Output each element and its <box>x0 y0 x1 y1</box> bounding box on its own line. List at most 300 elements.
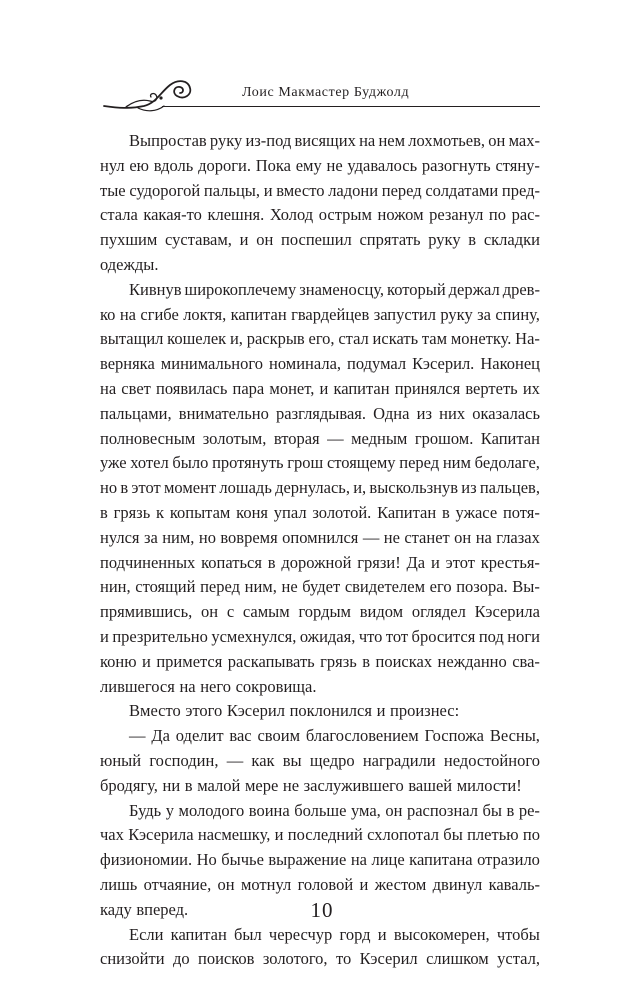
word: каду <box>100 899 132 919</box>
word: из-под <box>245 131 292 150</box>
word: коню <box>100 651 137 671</box>
word: глазах <box>496 527 540 547</box>
word: широкоплечему <box>184 279 297 299</box>
word: грош <box>287 453 324 473</box>
word: вы <box>282 750 302 770</box>
word: Будь <box>129 800 162 820</box>
word: не <box>383 527 400 547</box>
text-line <box>100 650 540 675</box>
word: нежданно <box>437 651 507 671</box>
word: высокомерен, <box>393 924 490 944</box>
word: грязь <box>320 651 357 671</box>
word: плетью <box>467 825 519 845</box>
word: в <box>506 800 515 820</box>
text-line <box>100 203 540 228</box>
word: последний <box>287 825 363 845</box>
word: он <box>217 874 235 894</box>
word: насмешку, <box>197 825 271 845</box>
word: не <box>281 577 298 597</box>
word: и <box>359 874 369 894</box>
word: внимательно <box>178 403 269 423</box>
word: перед <box>381 180 422 200</box>
word: он <box>385 800 403 820</box>
word: видом <box>359 602 404 622</box>
word: Кэсерил <box>226 701 285 721</box>
word: поисках <box>375 651 433 671</box>
word: на <box>100 378 117 398</box>
word: из <box>416 403 432 423</box>
word: дернулась, <box>275 478 350 498</box>
text-line <box>100 476 540 501</box>
word: поклонился <box>289 701 372 721</box>
word: нул <box>100 155 125 175</box>
word: в <box>184 775 193 795</box>
word: был <box>233 924 262 944</box>
word: рас- <box>511 205 540 225</box>
word: капитан <box>333 378 390 398</box>
word: грошом. <box>414 428 474 448</box>
word: и <box>274 825 284 845</box>
word: руку <box>209 131 243 150</box>
text-line <box>100 749 540 774</box>
word: и <box>239 230 249 250</box>
word: отчаяние, <box>143 874 212 894</box>
word: больше <box>294 800 347 820</box>
word: монет, <box>269 378 315 398</box>
word: упал <box>273 502 307 522</box>
word: милости! <box>456 775 522 795</box>
word: поспешил <box>281 230 352 250</box>
word: Кэсерила <box>474 602 540 622</box>
word: принялся <box>394 378 461 398</box>
word: стяну- <box>495 155 540 175</box>
text-line <box>100 575 540 600</box>
word: прямившись, <box>100 602 193 622</box>
word: под <box>478 626 504 646</box>
word: в <box>468 230 477 250</box>
word: одежды. <box>100 254 159 274</box>
word: клешня. <box>207 205 265 225</box>
word: Кэсерил. <box>412 354 475 374</box>
word: на <box>359 131 376 150</box>
text-line <box>100 699 540 724</box>
word: нулся <box>100 527 140 547</box>
word: оделит <box>175 726 224 746</box>
word: воина <box>248 800 290 820</box>
word: своим <box>257 726 301 746</box>
word: лившегося <box>100 676 175 696</box>
word: ожидая, <box>299 626 356 646</box>
word: за <box>477 304 491 324</box>
word: них <box>439 403 466 423</box>
word: номинала, <box>269 354 342 374</box>
word: и <box>263 180 273 200</box>
word: этот <box>445 552 475 572</box>
text-line <box>100 675 540 700</box>
word: вас <box>229 726 252 746</box>
word: физиономии. <box>100 850 193 870</box>
word: золотого, <box>262 949 328 969</box>
word: подумал <box>347 354 407 374</box>
word: Да <box>151 726 170 746</box>
word: нин, <box>100 577 131 597</box>
word: примется <box>156 651 223 671</box>
word: золотой. <box>312 502 372 522</box>
word: копытам <box>169 502 231 522</box>
word: в <box>120 478 129 498</box>
word: он <box>256 230 274 250</box>
running-header-title: Лоис Макмастер Буджолд <box>242 85 410 100</box>
word: ума, <box>350 800 381 820</box>
word: ужасе <box>455 502 498 522</box>
word: малой <box>197 775 241 795</box>
word: лохмотьев, <box>408 131 486 150</box>
word: головой <box>297 874 354 894</box>
word: протянуть <box>212 453 284 473</box>
word: пара <box>232 378 265 398</box>
word: — <box>362 527 380 547</box>
word: ножом <box>377 205 424 225</box>
word: недостойного <box>443 750 540 770</box>
word: у <box>165 800 174 820</box>
word: судорогой <box>129 180 201 200</box>
word: его <box>429 577 452 597</box>
word: будет <box>302 577 341 597</box>
word: стал <box>338 329 369 349</box>
text-line <box>100 848 540 873</box>
text-line <box>100 402 540 427</box>
word: на <box>350 850 367 870</box>
word: мотнул <box>240 874 292 894</box>
text-line <box>100 154 540 179</box>
word: перед <box>200 577 240 597</box>
word: гордым <box>298 602 351 622</box>
word: острым <box>318 205 372 225</box>
word: лишь <box>100 874 138 894</box>
word: полновесным <box>100 428 196 448</box>
word: наградили <box>362 750 436 770</box>
text-line <box>100 799 540 824</box>
word: благословением <box>305 726 419 746</box>
word: пред- <box>501 180 540 200</box>
word: Госпожа <box>424 726 484 746</box>
word: этот <box>131 478 161 498</box>
word: произнес: <box>390 701 460 721</box>
word: искать <box>372 329 419 349</box>
word: пальцев, <box>479 478 540 498</box>
word: раскапывать <box>227 651 315 671</box>
word: и, <box>229 329 243 349</box>
word: и <box>142 651 151 671</box>
word: на <box>119 304 136 324</box>
word: ре- <box>518 800 540 820</box>
word: Кэсерила <box>128 825 194 845</box>
text-line <box>100 923 540 948</box>
word: оказалась <box>472 403 540 423</box>
word: выражение <box>268 850 347 870</box>
word: не <box>326 155 343 175</box>
word: ним <box>442 453 471 473</box>
word: Кивнув <box>129 279 182 299</box>
word: он <box>454 527 472 547</box>
text-line <box>100 352 540 377</box>
text-line <box>100 451 540 476</box>
word: что <box>358 626 383 646</box>
word: дорожной <box>281 552 352 572</box>
word: капитана <box>409 850 473 870</box>
word: капитан <box>170 924 227 944</box>
word: распознал <box>406 800 478 820</box>
word: бросится <box>411 626 476 646</box>
flourish-ornament-icon <box>100 68 200 118</box>
word: горд <box>339 924 371 944</box>
word: бычье <box>221 850 264 870</box>
word: ею <box>129 155 149 175</box>
word: момент <box>163 478 217 498</box>
word: до <box>172 949 190 969</box>
word: самым <box>242 602 290 622</box>
word: юный <box>100 750 142 770</box>
word: золотым, <box>202 428 267 448</box>
word: хотел <box>130 453 169 473</box>
word: ноги <box>507 626 540 646</box>
word: но <box>198 527 216 547</box>
word: выскользнув <box>369 478 458 498</box>
word: солдатами <box>425 180 499 200</box>
word: презрительно <box>112 626 208 646</box>
word: тот <box>385 626 409 646</box>
word: бродягу, <box>100 775 158 795</box>
word: там <box>421 329 448 349</box>
word: коня <box>236 502 268 522</box>
word: и <box>319 378 329 398</box>
word: Вместо <box>129 701 181 721</box>
word: появилась <box>156 378 228 398</box>
word: устал, <box>497 949 540 969</box>
word: усмехнулся, <box>211 626 297 646</box>
word: господин, <box>149 750 219 770</box>
word: с <box>226 602 235 622</box>
word: уже <box>100 453 127 473</box>
word: в <box>100 502 108 522</box>
word: раскрыв <box>246 329 305 349</box>
word: потя- <box>502 502 540 522</box>
word: Кэсерил <box>359 949 418 969</box>
word: Наконец <box>480 354 540 374</box>
word: сгибе <box>140 304 179 324</box>
word: и <box>377 924 387 944</box>
word: вертеть <box>465 378 518 398</box>
word: Да <box>406 552 426 572</box>
word: грязь <box>113 502 151 522</box>
word: вместо <box>276 180 325 200</box>
word: из <box>461 478 477 498</box>
word: Капитан <box>377 502 437 522</box>
word: было <box>172 453 209 473</box>
word: заслужившего <box>303 775 404 795</box>
text-line <box>100 278 540 303</box>
word: пальцы, <box>203 180 261 200</box>
word: разогнуть <box>421 155 491 175</box>
word: позора. <box>456 577 508 597</box>
word: он <box>200 602 219 622</box>
word: знаменосцу, <box>299 279 385 299</box>
word: отразило <box>477 850 540 870</box>
word: мах- <box>508 131 540 150</box>
word: за <box>143 527 158 547</box>
word: его, <box>308 329 335 349</box>
word: станет <box>404 527 450 547</box>
word: бы <box>443 825 463 845</box>
word: чересчур <box>268 924 333 944</box>
word: на <box>179 676 196 696</box>
text-line <box>100 551 540 576</box>
word: вперед. <box>136 899 189 919</box>
word: древ- <box>502 279 540 299</box>
word: ладони <box>328 180 379 200</box>
word: — <box>327 428 344 448</box>
word: ни <box>162 775 181 795</box>
word: сва- <box>512 651 540 671</box>
word: вашей <box>408 775 453 795</box>
word: и <box>376 701 386 721</box>
word: Капитан <box>480 428 540 448</box>
word: руку <box>440 304 473 324</box>
word: по <box>522 825 540 845</box>
word: свидетелем <box>344 577 426 597</box>
word: мере <box>244 775 279 795</box>
word: щедро <box>309 750 355 770</box>
text-line <box>100 600 540 625</box>
word: снизойти <box>100 949 165 969</box>
word: кошелек <box>167 329 227 349</box>
word: бедолаге, <box>474 453 540 473</box>
text-line <box>100 501 540 526</box>
text-line <box>100 774 540 799</box>
word: спрятать <box>359 230 421 250</box>
word: медным <box>351 428 408 448</box>
word: вовремя <box>220 527 278 547</box>
text-line <box>100 526 540 551</box>
word: спину, <box>495 304 540 324</box>
word: лице <box>371 850 405 870</box>
text-line <box>100 129 540 154</box>
word: копаться <box>201 552 262 572</box>
word: по <box>488 205 507 225</box>
word: нем <box>378 131 406 150</box>
text-line <box>100 228 540 253</box>
word: на <box>475 527 492 547</box>
word: минимального <box>160 354 263 374</box>
word: гвардейцев <box>291 304 370 324</box>
word: капитан <box>230 304 287 324</box>
text-line <box>100 625 540 650</box>
word: к <box>156 502 165 522</box>
text-line <box>100 327 540 352</box>
word: в <box>441 502 450 522</box>
word: этого <box>185 701 223 721</box>
text-line <box>100 253 540 278</box>
word: пальцами, <box>100 403 172 423</box>
word: грязи! <box>357 552 401 572</box>
word: и, <box>353 478 367 498</box>
word: чтобы <box>496 924 540 944</box>
word: чах <box>100 825 124 845</box>
text-line <box>100 303 540 328</box>
word: держал <box>448 279 500 299</box>
word: крестья- <box>480 552 540 572</box>
word: который <box>387 279 446 299</box>
text-line <box>100 724 540 749</box>
word: жестом <box>374 874 427 894</box>
word: то <box>335 949 352 969</box>
word: локтя, <box>183 304 227 324</box>
word: поисков <box>198 949 255 969</box>
word: дороги. <box>198 155 251 175</box>
word: складки <box>483 230 540 250</box>
word: Холод <box>269 205 314 225</box>
page-number: 10 <box>310 898 334 922</box>
word: лошадь <box>219 478 272 498</box>
word: монетку. <box>450 329 512 349</box>
word: Но <box>196 850 217 870</box>
word: ко <box>100 304 116 324</box>
word: Одна <box>373 403 410 423</box>
word: слишком <box>426 949 489 969</box>
word: пухшим <box>100 230 158 250</box>
text-line <box>100 427 540 452</box>
word: вторая <box>273 428 320 448</box>
word: и <box>100 626 109 646</box>
word: вытащил <box>100 329 164 349</box>
word: него <box>200 676 231 696</box>
word: тые <box>100 180 126 200</box>
word: двинул <box>432 874 483 894</box>
word: их <box>522 378 540 398</box>
text-line <box>100 179 540 204</box>
word: Выпростав <box>129 131 207 150</box>
word: Весны, <box>489 726 540 746</box>
text-line <box>100 377 540 402</box>
word: руку <box>428 230 461 250</box>
text-line <box>100 947 540 972</box>
word: висящих <box>294 131 356 150</box>
word: каваль- <box>488 874 540 894</box>
word: ним, <box>244 577 277 597</box>
header-rule <box>162 106 540 107</box>
word: ему <box>295 155 322 175</box>
word: Пока <box>255 155 291 175</box>
word: ним, <box>162 527 195 547</box>
word: удавалось <box>347 155 418 175</box>
word: какая-то <box>143 205 202 225</box>
word: суставам, <box>165 230 232 250</box>
word: в <box>362 651 371 671</box>
word: верняка <box>100 354 155 374</box>
word: — <box>226 750 244 770</box>
word: стала <box>100 205 138 225</box>
word: но <box>100 478 118 498</box>
word: схлопотал <box>367 825 439 845</box>
running-header <box>100 68 540 118</box>
word: опомнился <box>282 527 359 547</box>
word: в <box>267 552 276 572</box>
word: как <box>251 750 275 770</box>
word: — <box>129 726 146 746</box>
word: Вы- <box>512 577 540 597</box>
text-line <box>100 873 540 898</box>
word: сокровища. <box>235 676 317 696</box>
